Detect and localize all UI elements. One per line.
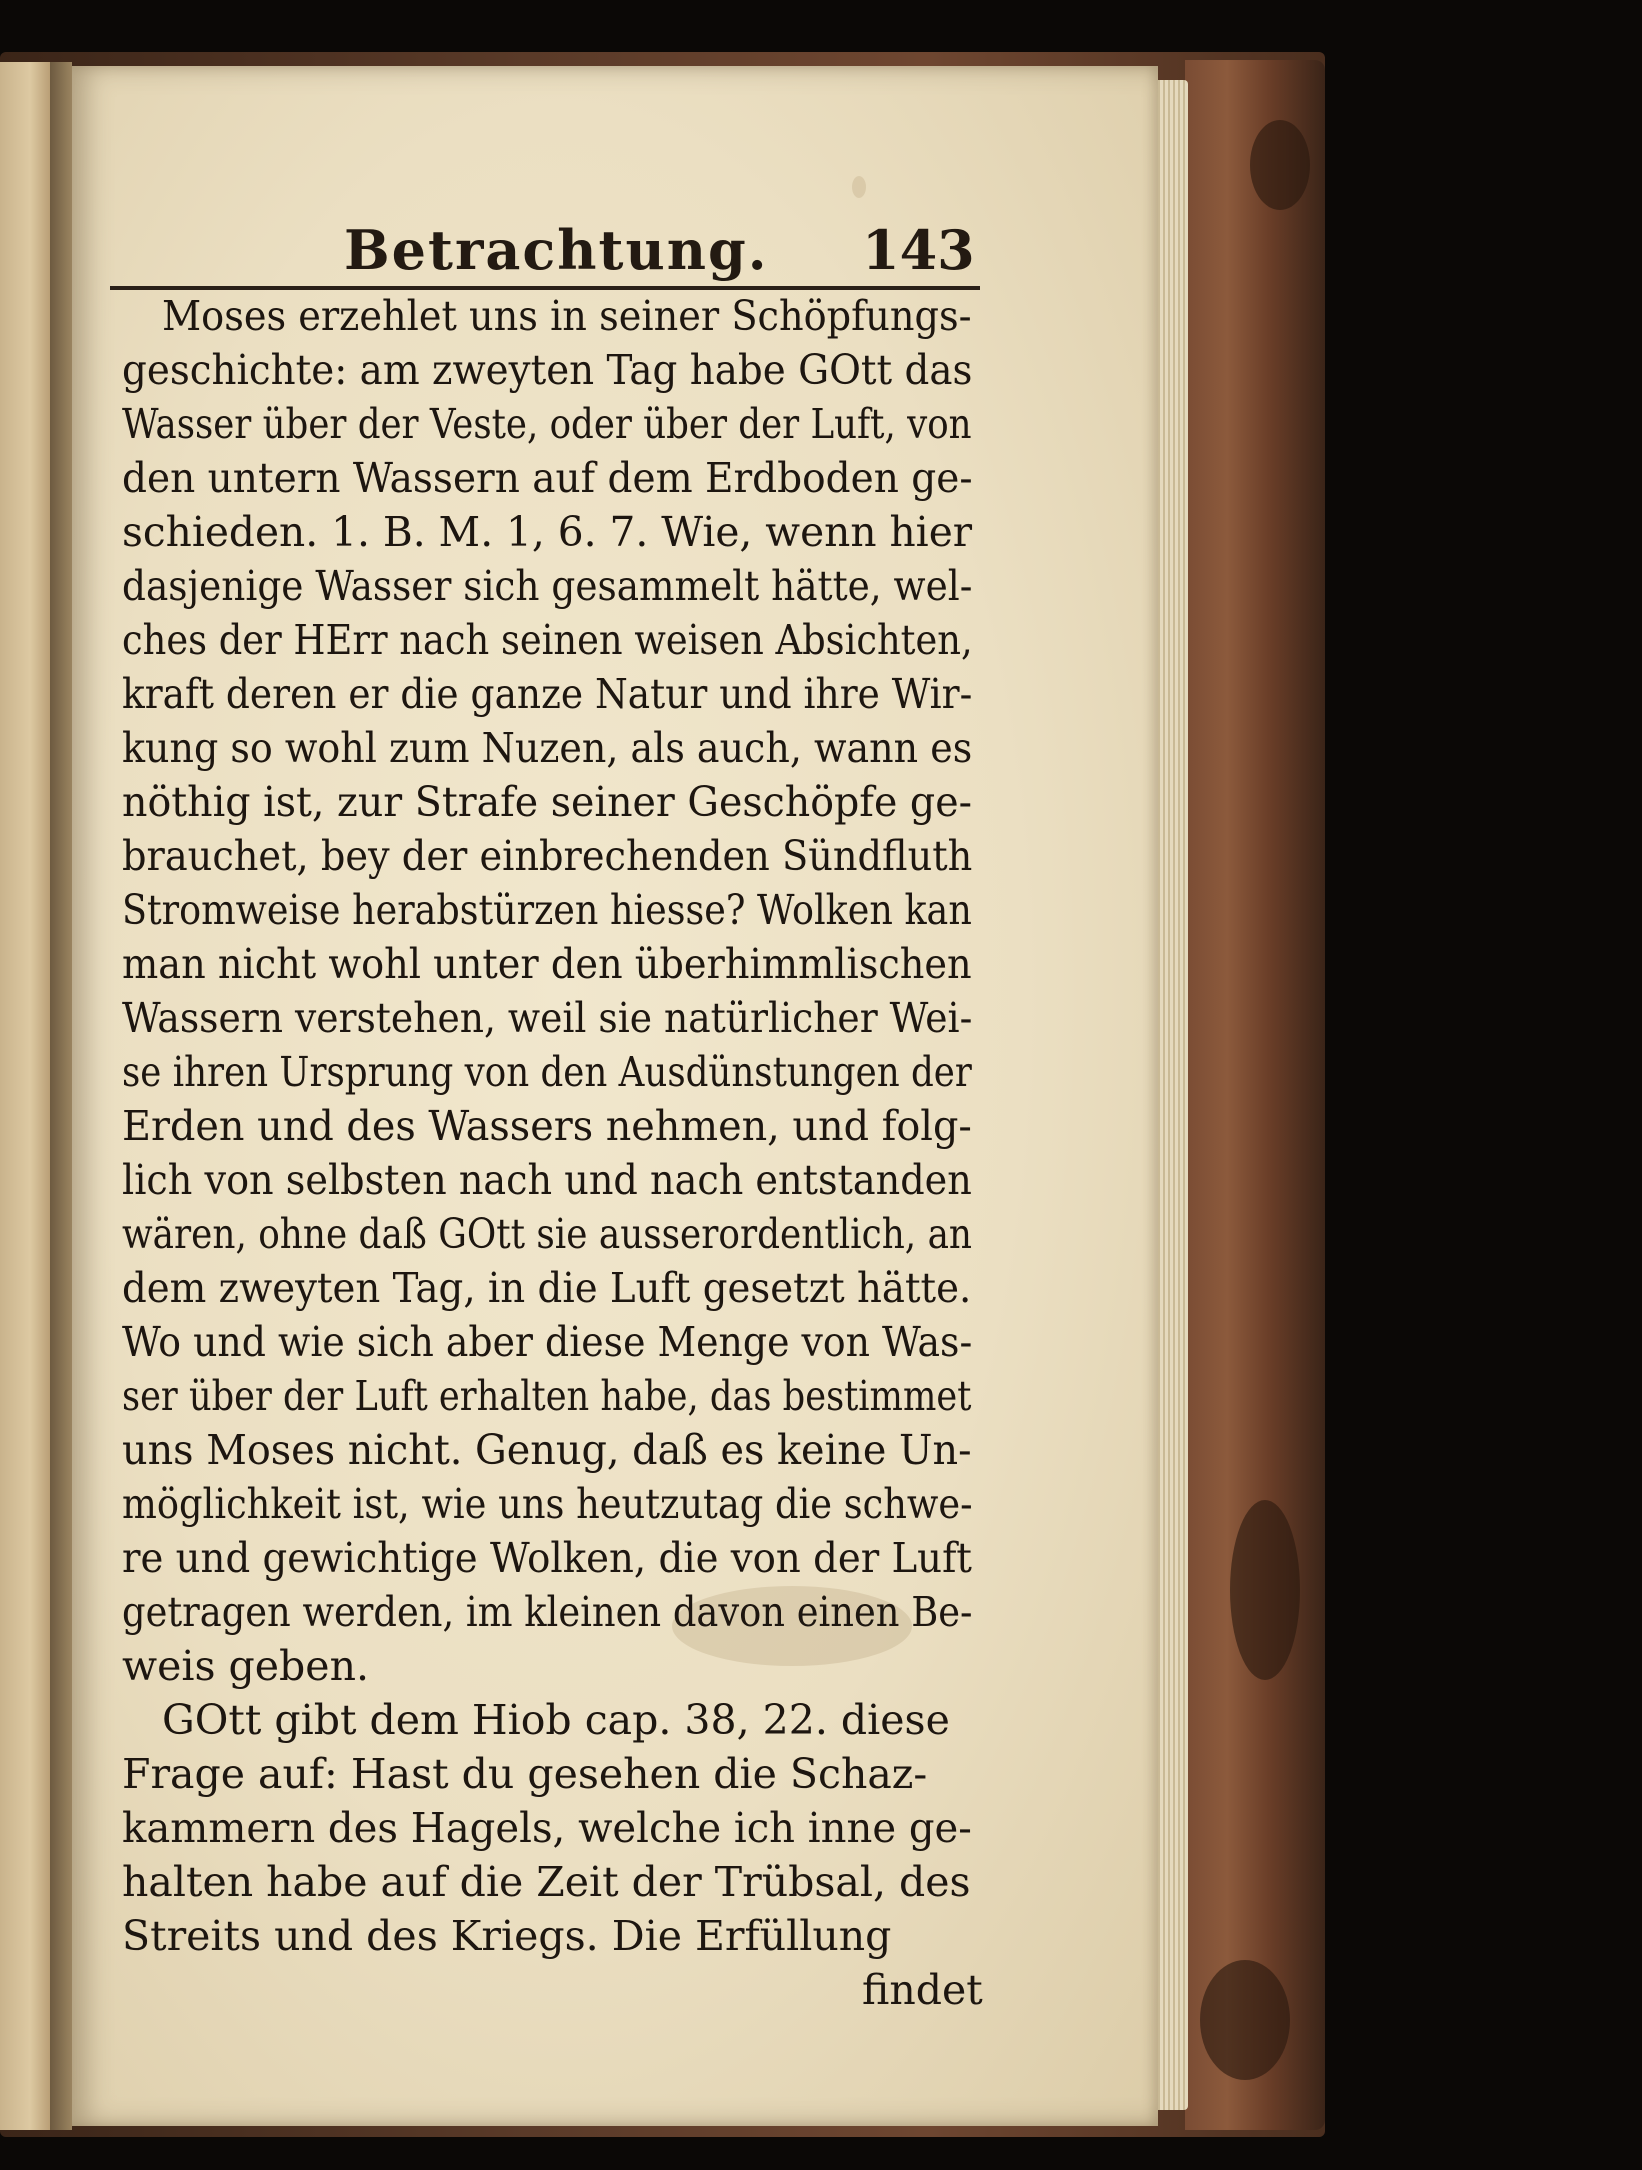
text-line: GOtt gibt dem Hiob cap. 38, 22. diese (162, 1696, 950, 1744)
cover-edge (1185, 60, 1325, 2130)
text-line: lich von selbsten nach und nach entstanden (122, 1156, 972, 1204)
text-line: Streits und des Kriegs. Die Erfüllung (122, 1912, 892, 1960)
running-head (262, 218, 975, 282)
text-line: geschichte: am zweyten Tag habe GOtt das (122, 346, 973, 394)
text-line: Moses erzehlet uns in seiner Schöpfungs- (162, 292, 972, 340)
text-line: kraft deren er die ganze Natur und ihre Wir- (122, 670, 973, 718)
cover-wear-spot (1230, 1500, 1300, 1680)
text-line: man nicht wohl unter den überhimmlischen (122, 940, 972, 988)
text-line: nöthig ist, zur Strafe seiner Geschöpfe ge- (122, 778, 972, 826)
text-line: den untern Wassern auf dem Erdboden ge- (122, 454, 973, 502)
text-line: schieden. 1. B. M. 1, 6. 7. Wie, wenn hier (122, 508, 973, 556)
text-line: weis geben. (122, 1642, 370, 1690)
book-gutter (50, 62, 72, 2130)
text-line: getragen werden, im kleinen davon einen Be- (122, 1588, 973, 1636)
paper-stain (852, 176, 866, 198)
text-line: ser über der Luft erhalten habe, das bestimmet (122, 1372, 972, 1420)
text-line: kung so wohl zum Nuzen, als auch, wann es (122, 724, 973, 772)
text-line: kammern des Hagels, welche ich inne ge- (122, 1804, 972, 1852)
text-line: Wo und wie sich aber diese Menge von Was- (122, 1318, 973, 1366)
text-line: brauchet, bey der einbrechenden Sündfluth (122, 832, 973, 880)
text-line: Erden und des Wassers nehmen, und folg- (122, 1102, 972, 1150)
cover-wear-spot (1250, 120, 1310, 210)
text-line: möglichkeit ist, wie uns heutzutag die schwe- (122, 1480, 973, 1528)
text-line: Wassern verstehen, weil sie natürlicher Wei- (122, 994, 973, 1042)
cover-wear-spot (1200, 1960, 1290, 2080)
previous-page-edge (0, 62, 50, 2130)
text-line: Wasser über der Veste, oder über der Luft, von (122, 400, 972, 448)
text-line: halten habe auf die Zeit der Trübsal, des (122, 1858, 971, 1906)
text-line: dasjenige Wasser sich gesammelt hätte, wel- (122, 562, 973, 610)
page-title: Betrachtung. (344, 218, 769, 282)
body-text (122, 290, 973, 1960)
text-line: dem zweyten Tag, in die Luft gesetzt hätte. (122, 1264, 972, 1312)
text-line: uns Moses nicht. Genug, daß es keine Un- (122, 1426, 972, 1474)
page-number: 143 (862, 218, 975, 282)
book-page (72, 66, 1158, 2126)
text-line: ches der HErr nach seinen weisen Absichten, (122, 616, 973, 664)
text-line: Frage auf: Hast du gesehen die Schaz- (122, 1750, 928, 1798)
text-line: Stromweise herabstürzen hiesse? Wolken kan (122, 886, 972, 934)
text-line: se ihren Ursprung von den Ausdünstungen der (122, 1048, 972, 1096)
text-line: wären, ohne daß GOtt sie ausserordentlich, an (122, 1210, 973, 1258)
catchword: findet (862, 1966, 983, 2014)
text-line: re und gewichtige Wolken, die von der Luft (122, 1534, 972, 1582)
